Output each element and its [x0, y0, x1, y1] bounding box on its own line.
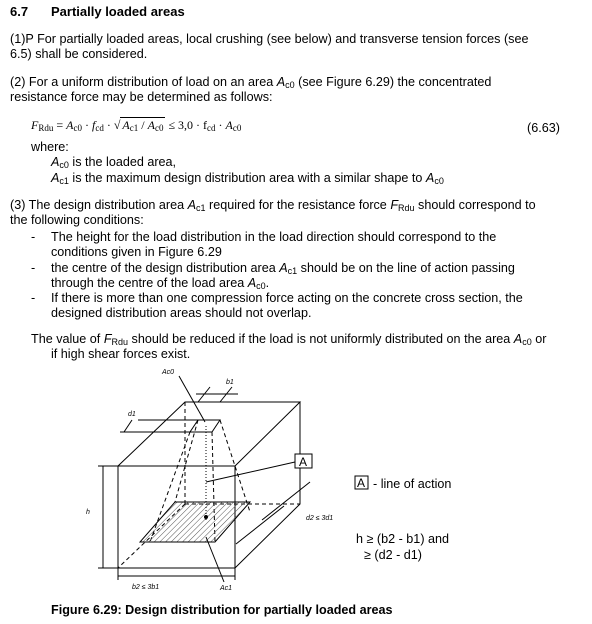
label-d1: d1: [128, 411, 136, 418]
paragraph-2-line-1: (2) For a uniform distribution of load on an area $A_{c0}$ (see Figure 6.29) the concentrated: [10, 75, 492, 90]
section-number: 6.7: [10, 4, 29, 19]
bullet-2-line-2: through the centre of the load area $A_{c0}$.: [51, 276, 270, 291]
label-ac0: Ac0: [162, 369, 175, 376]
where-label: where:: [31, 140, 69, 154]
block-right-face: [235, 402, 300, 568]
definition-ac0: $A_{c0}$ is the loaded area,: [51, 155, 177, 170]
bullet-3-line-1: If there is more than one compression force acting on the concrete cross section, the: [51, 291, 523, 305]
condition-line-2: ≥ (d2 - d1): [364, 548, 423, 562]
bullet-dash: -: [31, 230, 36, 244]
equation-6-63: $F_{Rdu} = A_{c0} \cdot f_{cd}$ · √ $A_{c1} / A_{c0} \le 3,0 \cdot f_{cd} \cdot A_{c0}$: [31, 118, 242, 133]
paragraph-1-line-2: 6.5) shall be considered.: [10, 47, 148, 61]
label-ac1: Ac1: [220, 585, 233, 592]
definition-ac1: $A_{c1}$ is the maximum design distribution area with a similar shape to $A_{c0}$: [51, 171, 444, 186]
figure-6-29-diagram: [0, 362, 592, 622]
figure-caption: Figure 6.29: Design distribution for partially loaded areas: [51, 603, 393, 617]
paragraph-3-line-1: (3) The design distribution area $A_{c1}$ required for the resistance force $F_{Rdu}$ should correspond to: [10, 198, 536, 213]
label-b1: b1: [226, 379, 234, 386]
bullet-dash: -: [31, 291, 36, 305]
paragraph-4-line-2: if high shear forces exist.: [51, 347, 191, 361]
box-letter: A: [299, 455, 308, 469]
condition-line-1: h ≥ (b2 - b1) and: [356, 532, 450, 546]
paragraph-3-line-2: the following conditions:: [10, 213, 144, 227]
paragraph-4-line-1: The value of $F_{Rdu}$ should be reduced if the load is not uniformly distributed on the area $A_{c0}$ or: [31, 332, 547, 347]
legend-letter: A: [357, 476, 366, 490]
distribution-area-ac1: [140, 502, 250, 542]
label-b2: b2 ≤ 3b1: [132, 584, 160, 591]
paragraph-1-line-1: (1)P For partially loaded areas, local crushing (see below) and transverse tension forces (see: [10, 32, 529, 46]
bullet-1-line-1: The height for the load distribution in the load direction should correspond to the: [51, 230, 497, 244]
label-d2: d2 ≤ 3d1: [306, 515, 334, 522]
section-title: Partially loaded areas: [51, 4, 185, 19]
equation-number: (6.63): [527, 121, 560, 135]
bullet-1-line-2: conditions given in Figure 6.29: [51, 245, 222, 259]
block-top-face: [118, 402, 300, 466]
paragraph-2-line-2: resistance force may be determined as follows:: [10, 90, 273, 104]
bullet-dash: -: [31, 261, 36, 275]
bullet-2-line-1: the centre of the design distribution area $A_{c1}$ should be on the line of action passing: [51, 261, 515, 276]
label-h: h: [86, 509, 90, 516]
bullet-3-line-2: designed distribution areas should not overlap.: [51, 306, 312, 320]
legend-text: - line of action: [373, 477, 452, 491]
